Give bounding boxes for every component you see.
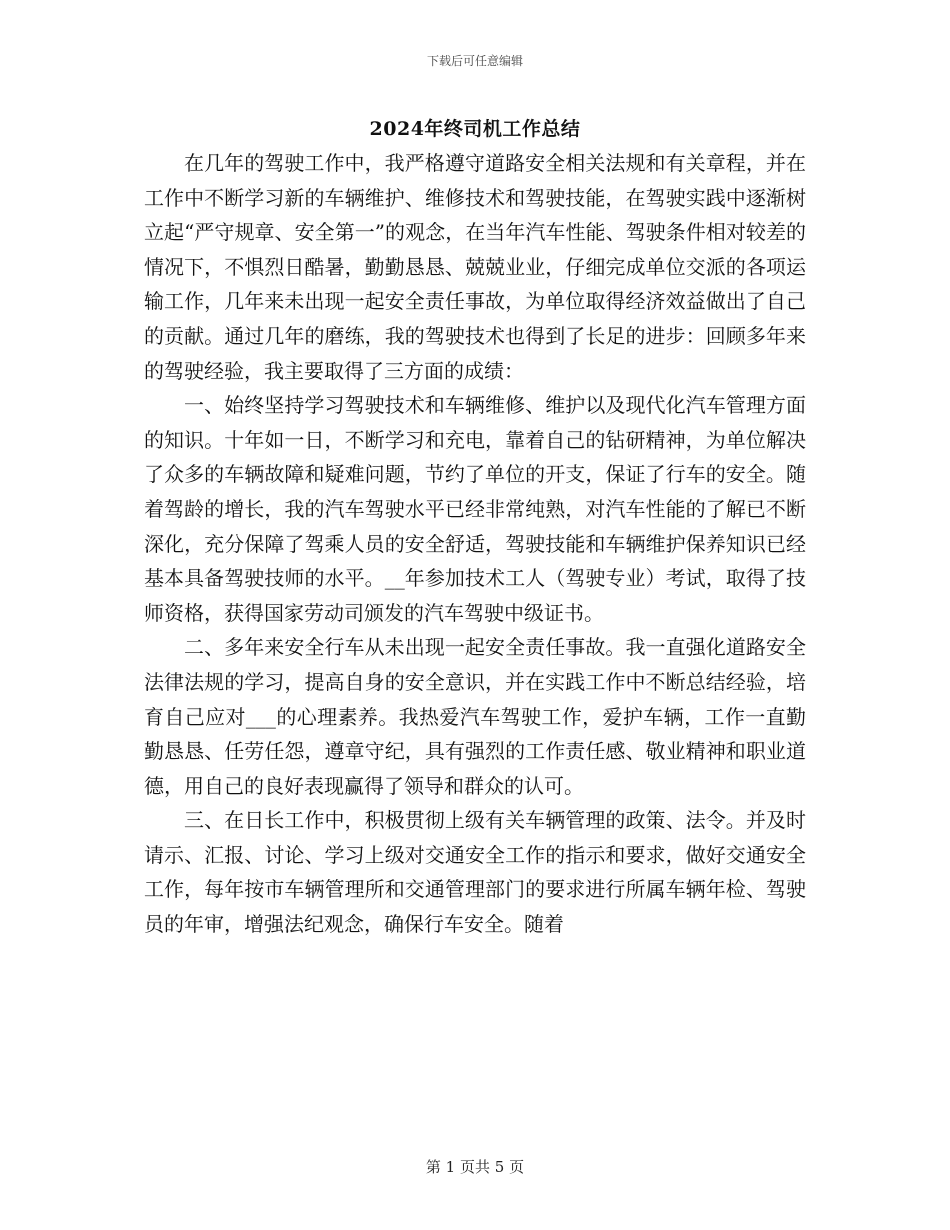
document-body xyxy=(144,146,806,942)
paragraph-intro: 在几年的驾驶工作中，我严格遵守道路安全相关法规和有关章程，并在工作中不断学习新的车辆维护、维修技术和驾驶技能，在驾驶实践中逐渐树立起“严守规章、安全第一”的观念，在当年汽车性能、驾驶条件相对较差的情况下，不惧烈日酷暑，勤勤恳恳、兢兢业业，仔细完成单位交派的各项运输工作，几年来未出现一起安全责任事故，为单位取得经济效益做出了自己的贡献。通过几年的磨练，我的驾驶技术也得到了长足的进步：回顾多年来的驾驶经验，我主要取得了三方面的成绩： xyxy=(144,151,806,383)
paragraph-two: 二、多年来安全行车从未出现一起安全责任事故。我一直强化道路安全法律法规的学习，提高自身的安全意识，并在实践工作中不断总结经验，培育自己应对___的心理素养。我热爱汽车驾驶工作，爱护车辆，工作一直勤勤恳恳、任劳任怨，遵章守纪，具有强烈的工作责任感、敬业精神和职业道德，用自己的良好表现赢得了领导和群众的认可。 xyxy=(144,635,806,798)
page-number-footer: 第 1 页共 5 页 xyxy=(425,1158,525,1176)
paragraph-one: 一、始终坚持学习驾驶技术和车辆维修、维护以及现代化汽车管理方面的知识。十年如一日，不断学习和充电，靠着自己的钻研精神，为单位解决了众多的车辆故障和疑难问题，节约了单位的开支，保证了行车的安全。随着驾龄的增长，我的汽车驾驶水平已经非常纯熟，对汽车性能的了解已不断深化，充分保障了驾乘人员的安全舒适，驾驶技能和车辆维护保养知识已经基本具备驾驶技师的水平。__年参加技术工人（驾驶专业）考试，取得了技师资格，获得国家劳动司颁发的汽车驾驶中级证书。 xyxy=(144,393,806,625)
header-note: 下载后可任意编辑 xyxy=(426,54,523,68)
document-title: 2024年终司机工作总结 xyxy=(369,118,581,140)
paragraph-three: 三、在日长工作中，积极贯彻上级有关车辆管理的政策、法令。并及时请示、汇报、讨论、学习上级对交通安全工作的指示和要求，做好交通安全工作，每年按市车辆管理所和交通管理部门的要求进行所属车辆年检、驾驶员的年审，增强法纪观念，确保行车安全。随着 xyxy=(144,808,806,937)
